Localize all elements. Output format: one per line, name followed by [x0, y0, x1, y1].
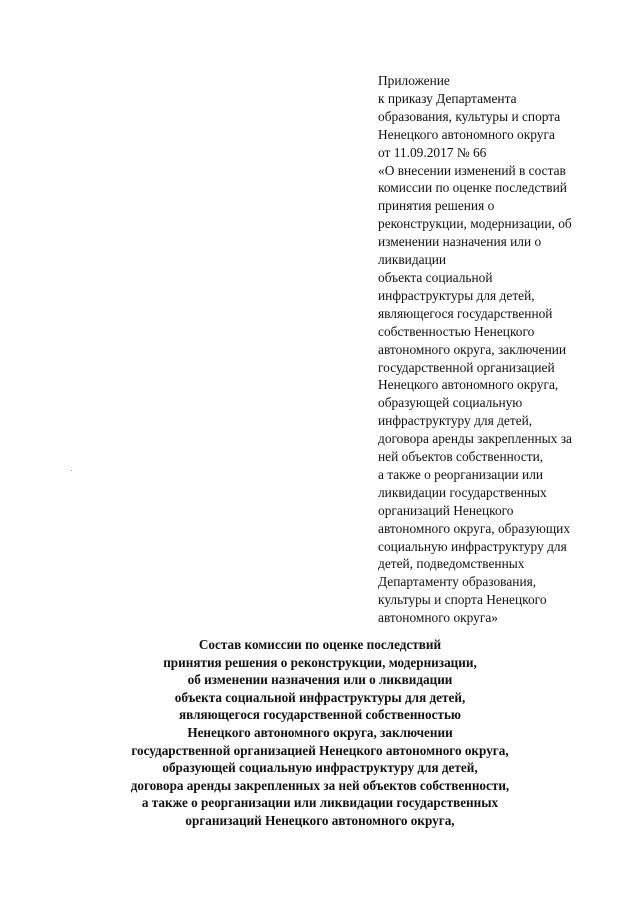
appendix-line: автономного округа, заключении	[378, 341, 567, 357]
appendix-line: объекта социальной	[378, 269, 493, 285]
appendix-line: ликвидации	[378, 252, 447, 268]
appendix-line: ней объектов собственности,	[378, 449, 544, 465]
appendix-line: детей, подведомственных	[378, 556, 525, 572]
appendix-line: организаций Ненецкого	[378, 502, 514, 518]
appendix-line: автономного округа»	[378, 610, 498, 626]
appendix-line: образующей социальную	[378, 395, 523, 411]
appendix-line: реконструкции, модернизации, об	[378, 216, 572, 232]
appendix-line: образования, культуры и спорта	[378, 108, 561, 124]
appendix-line: Ненецкого автономного округа,	[378, 377, 559, 393]
appendix-line: государственной организацией	[378, 359, 555, 375]
appendix-line: «О внесении изменений в состав	[378, 162, 566, 178]
title-line: государственной организацией Ненецкого автономного округа,	[131, 742, 509, 758]
appendix-line: принятия решения о	[378, 198, 495, 214]
appendix-block	[378, 72, 628, 627]
appendix-line: к приказу Департамента	[378, 90, 517, 106]
title-line: являющегося государственной собственностью	[178, 707, 462, 723]
appendix-line: являющегося государственной	[378, 305, 553, 321]
appendix-line: социальную инфраструктуру для	[378, 538, 567, 554]
appendix-line: культуры и спорта Ненецкого	[378, 592, 547, 608]
title-line: а также о реорганизации или ликвидации государственных	[141, 795, 499, 811]
title-line: об изменении назначения или о ликвидации	[187, 672, 453, 688]
appendix-line: изменении назначения или о	[378, 234, 542, 250]
appendix-line: от 11.09.2017 № 66	[378, 144, 487, 160]
title-line: организаций Ненецкого автономного округа,	[185, 812, 455, 828]
title-line: Состав комиссии по оценке последствий	[198, 637, 442, 652]
title-line: объекта социальной инфраструктуры для детей,	[174, 689, 466, 705]
appendix-line: договора аренды закрепленных за	[378, 431, 572, 447]
title-line: принятия решения о реконструкции, модернизации,	[163, 654, 477, 670]
appendix-line: инфраструктуры для детей,	[378, 287, 535, 303]
appendix-line: автономного округа, образующих	[378, 520, 571, 536]
document-title	[0, 636, 640, 830]
appendix-line: комиссии по оценке последствий	[378, 180, 567, 196]
title-line: договора аренды закрепленных за ней объектов собственности,	[130, 777, 510, 793]
appendix-line: собственностью Ненецкого	[378, 323, 535, 339]
title-line: образующей социальную инфраструктуру для детей,	[162, 760, 478, 776]
appendix-line: инфраструктуру для детей,	[378, 413, 533, 429]
appendix-line: Департаменту образования,	[378, 574, 537, 590]
appendix-line: Приложение	[378, 73, 450, 88]
appendix-line: Ненецкого автономного округа	[378, 126, 555, 142]
appendix-line: а также о реорганизации или	[378, 466, 544, 482]
appendix-line: ликвидации государственных	[378, 484, 547, 500]
title-line: Ненецкого автономного округа, заключении	[187, 724, 453, 740]
scan-speck	[71, 470, 72, 471]
